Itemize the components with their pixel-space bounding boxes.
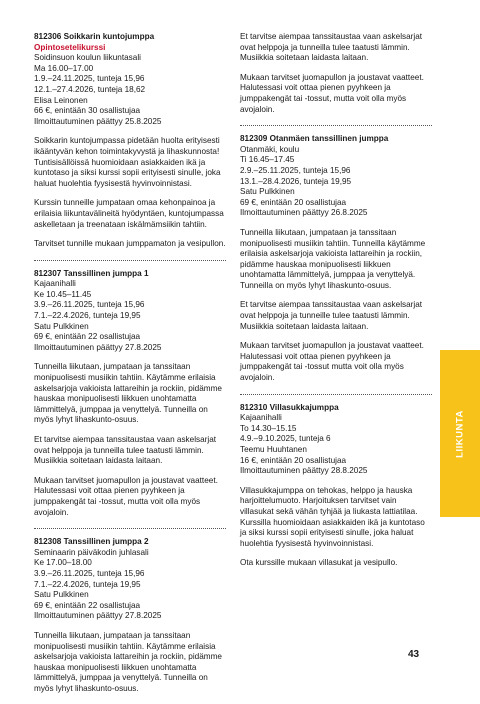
course-teacher: Satu Pulkkinen bbox=[240, 187, 295, 197]
left-column bbox=[34, 32, 226, 704]
course-heading bbox=[34, 32, 226, 43]
course-code: 812308 bbox=[34, 537, 62, 547]
course-period-autumn: 1.9.–24.11.2025, tunteja 15,96 bbox=[34, 74, 145, 84]
course-description: Soikkarin kuntojumpassa pidetään huolta erityisesti ikääntyvän kehon toimintakyvystä ja lihaskunnosta! Tuntisisällöissä huomioidaan asiakkaiden ikä ja kuntotaso ja siksi kurssi sopii erityisesti sinulle, joka haluat huolehtia fyysisestä hyvinvoinnistasi. bbox=[34, 136, 221, 188]
page-number: 43 bbox=[408, 649, 420, 660]
course-info bbox=[240, 145, 432, 219]
course-description: Tunneilla liikutaan, jumpataan ja tanssitaan monipuolisesti musiikin tahtiin. Käytämme erilaisia askelsarjoja vakioista lattareihin ja rockiin, pidämme hauskaa monipuolisesti liikkuen unohtamatta lämmittelyä, jumppaa ja venyttelyä. Tunneilla on myös lyhyt lihaskunto-osuus. bbox=[34, 630, 222, 693]
course-registration-deadline: Ilmoittautuminen päättyy 25.8.2025 bbox=[34, 116, 162, 126]
course-time: Ke 17.00–18.00 bbox=[34, 558, 92, 568]
course-description: Tunneilla liikutaan, jumpataan ja tanssitaan monipuolisesti musiikin tahtiin. Käytämme erilaisia askelsarjoja vakioista lattareihin ja rockiin, pidämme hauskaa monipuolisesti liikkuen unohtamatta lämmittelyä, jumppaa ja venyttelyä. Tunneilla on myös lyhyt lihaskunto-osuus. bbox=[34, 362, 222, 425]
course-teacher: Satu Pulkkinen bbox=[34, 321, 89, 331]
course-name: Tanssillinen jumppa 2 bbox=[63, 537, 149, 547]
course-period-spring: 7.1.–22.4.2026, tunteja 19,95 bbox=[34, 311, 141, 321]
course-description: Ota kurssille mukaan villasukat ja vesipullo. bbox=[240, 558, 398, 568]
course-teacher: Teemu Huuhtanen bbox=[240, 445, 307, 454]
course-period-autumn: 3.9.–26.11.2025, tunteja 15,96 bbox=[34, 568, 145, 578]
course-registration-deadline: Ilmoittautuminen päättyy 26.8.2025 bbox=[240, 208, 368, 218]
course-code: 812309 bbox=[240, 134, 268, 144]
course-period-spring: 12.1.–27.4.2026, tunteja 18,62 bbox=[34, 84, 146, 94]
course-time: Ti 16.45–17.45 bbox=[240, 155, 295, 165]
course-code: 812310 bbox=[240, 402, 268, 412]
course-price: 66 €, enintään 30 osallistujaa bbox=[34, 106, 141, 116]
course-description: Kurssin tunneille jumpataan omaa kehonpainoa ja erilaisia liikuntavälineitä hyödyntäen, kuntojumpassa askelletaan ja treenataan iskälmämsiikin tahtiin. bbox=[34, 198, 224, 229]
course-description: Et tarvitse aiempaa tanssitaustaa vaan askelsarjat ovat helppoja ja tunneilla tulee taatusti lämmin. Musiikkia soitetaan laidasta laitaan. bbox=[240, 32, 423, 63]
divider bbox=[34, 260, 226, 261]
course-description: Tunneilla liikutaan, jumpataan ja tanssitaan monipuolisesti musiikin tahtiin. Tunneilla käytämme erilaisia askelsarjoja vakioista lattareihin ja rockiin, pidämme hauskaa monipuolisesti liikkuen unohtamatta lämmittelyä, jumppaa ja venyttelyä. Tunneilla on myös lyhyt lihaskunto-osuus. bbox=[240, 227, 426, 290]
course-812306 bbox=[34, 32, 226, 250]
course-time: To 14.30–15.15 bbox=[240, 423, 297, 433]
course-description: Et tarvitse aiempaa tanssitaustaa vaan askelsarjat ovat helppoja ja tunneille tulee taatusti lämmin. Musiikkia soitetaan laidasta laitaan. bbox=[240, 300, 423, 331]
course-812310 bbox=[240, 403, 432, 569]
course-subtitle: Opintosetelikurssi bbox=[34, 42, 106, 52]
course-location: Otanmäki, koulu bbox=[240, 144, 300, 154]
course-price: 69 €, enintään 22 osallistujaa bbox=[34, 332, 141, 342]
course-registration-deadline: Ilmoittautuminen päättyy 27.8.2025 bbox=[34, 342, 162, 352]
course-registration-deadline: Ilmoittautuminen päättyy 27.8.2025 bbox=[34, 611, 162, 621]
course-location: Soidinsuon koulun liikuntasali bbox=[34, 53, 141, 63]
course-heading bbox=[240, 134, 432, 145]
divider bbox=[34, 528, 226, 529]
course-info bbox=[34, 53, 226, 127]
course-812308 bbox=[34, 537, 226, 694]
course-info bbox=[240, 413, 432, 477]
course-description: Mukaan tarvitset juomapullon ja joustavat vaatteet. Halutessasi voit ottaa pienen pyyhkeen ja jumppakengät tai -tossut, mutta voit olla myös avojaloin. bbox=[34, 475, 218, 517]
course-code: 812307 bbox=[34, 268, 62, 278]
course-period-spring: 7.1.–22.4.2026, tunteja 19,95 bbox=[34, 579, 141, 589]
course-time: Ma 16.00–17.00 bbox=[34, 63, 94, 73]
course-name: Villasukkajumppa bbox=[269, 402, 339, 412]
course-period-autumn: 4.9.–9.10.2025, tunteja 6 bbox=[240, 434, 331, 444]
course-time: Ke 10.45–11.45 bbox=[34, 289, 92, 299]
right-column bbox=[240, 32, 432, 579]
course-description: Mukaan tarvitset juomapullon ja joustavat vaatteet. Halutessasi voit ottaa pienen pyyhkeen ja jumppakengät tai -tossut mutta voit olla myös avojaloin. bbox=[240, 341, 424, 383]
course-price: 69 €, enintään 20 osallistujaa bbox=[240, 197, 347, 207]
course-teacher: Satu Pulkkinen bbox=[34, 590, 89, 600]
course-description: Villasukkajumppa on tehokas, helppo ja hauska harjoittelumuoto. Harjoituksen tarvitset vain villasukat sekä vähän tyhjää ja liukasta lattiatilaa. Kurssilla huomioidaan asiakkaiden ikä ja kuntotaso ja siksi kurssi sopii erityisesti sinulle, joka haluat huolehtia fyysisestä hyvinvoinnistasi. bbox=[240, 485, 425, 548]
section-tab bbox=[440, 350, 480, 517]
course-heading bbox=[34, 269, 226, 280]
course-description: Mukaan tarvitset juomapullon ja joustavat vaatteet. Halutessasi voit ottaa pienen pyyhkeen ja jumppakengät tai -tossut, mutta voit olla myös avojaloin. bbox=[240, 72, 424, 114]
course-location: Seminaarin päiväkodin juhlasali bbox=[34, 547, 149, 557]
course-info bbox=[34, 548, 226, 622]
course-name: Otanmäen tanssillinen jumppa bbox=[269, 134, 389, 144]
course-price: 16 €, enintään 20 osallistujaa bbox=[240, 455, 347, 465]
course-info bbox=[34, 279, 226, 353]
course-heading bbox=[34, 537, 226, 548]
course-812307 bbox=[34, 269, 226, 518]
course-description: Et tarvitse aiempaa tanssitaustaa vaan askelsarjat ovat helppoja ja tunneilla tulee taatusti lämmin. Musiikkia soitetaan laidasta laitaan. bbox=[34, 435, 217, 466]
course-location: Kajaanihalli bbox=[240, 413, 282, 423]
course-period-autumn: 2.9.–25.11.2025, tunteja 15,96 bbox=[240, 165, 351, 175]
course-price: 69 €, enintään 22 osallistujaa bbox=[34, 600, 141, 610]
course-registration-deadline: Ilmoittautuminen päättyy 28.8.2025 bbox=[240, 466, 368, 476]
divider bbox=[240, 394, 432, 395]
course-name: Tanssillinen jumppa 1 bbox=[63, 268, 149, 278]
course-812308-continued bbox=[240, 32, 432, 115]
course-description: Tarvitset tunnille mukaan jumppamaton ja vesipullon. bbox=[34, 239, 226, 249]
course-812309 bbox=[240, 134, 432, 383]
course-period-spring: 13.1.–28.4.2026, tunteja 19,95 bbox=[240, 176, 352, 186]
course-location: Kajaanihalli bbox=[34, 279, 76, 289]
course-period-autumn: 3.9.–26.11.2025, tunteja 15,96 bbox=[34, 300, 145, 310]
course-code: 812306 bbox=[34, 32, 62, 41]
section-tab-label: LIIKUNTA bbox=[454, 409, 466, 458]
course-teacher: Elisa Leinonen bbox=[34, 95, 88, 105]
divider bbox=[240, 125, 432, 126]
course-name: Soikkarin kuntojumppa bbox=[63, 32, 155, 41]
course-heading bbox=[240, 403, 432, 414]
